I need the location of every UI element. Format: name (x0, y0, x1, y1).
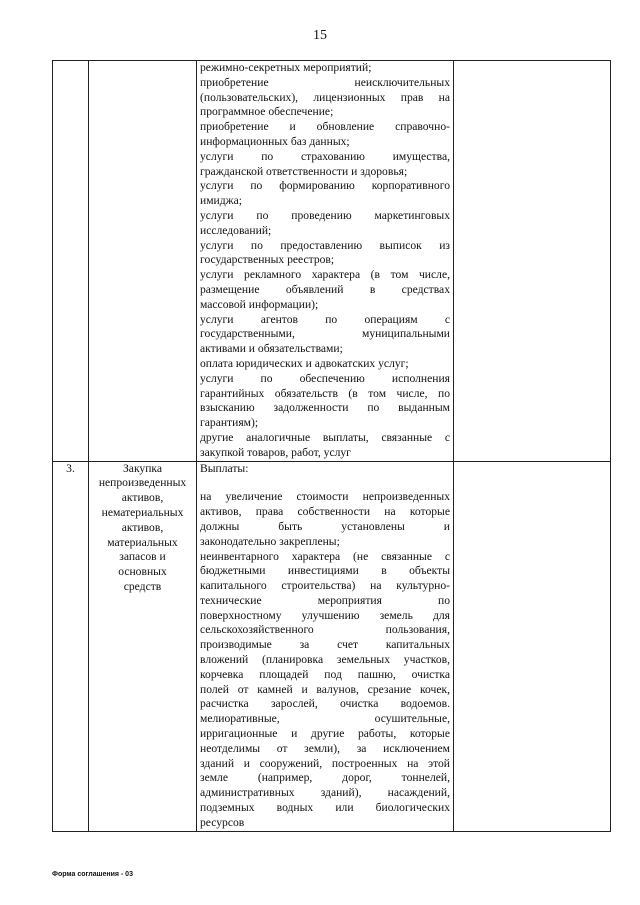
row-number-cell (53, 61, 89, 462)
description-line: законодательно закреплены; (200, 534, 340, 548)
blank-line (200, 476, 450, 490)
description-line: неинвентарного характера (не связанные с (200, 549, 450, 563)
category-cell (89, 61, 197, 462)
category-cell (89, 461, 197, 831)
description-line: приобретение неисключительных (200, 75, 450, 89)
description-line: ресурсов (200, 815, 245, 829)
description-line: корчевка площадей под пашню, очистка (200, 667, 450, 681)
description-line: услуги по проведению маркетинговых (200, 208, 450, 222)
description-line: производимые за счет капитальных (200, 638, 450, 652)
description-line: подземных водных или биологических (200, 801, 450, 815)
category-line: Закупка (122, 461, 163, 475)
description-line: на увеличение стоимости непроизведенных (200, 490, 450, 504)
description-line: приобретение и обновление справочно- (200, 120, 450, 134)
description-line: оплата юридических и адвокатских услуг; (200, 356, 409, 370)
description-line: полей от камней и валунов, срезание кочек, (200, 682, 450, 696)
description-line: государственных реестров; (200, 253, 335, 267)
description-line: услуги рекламного характера (в том числе, (200, 268, 450, 282)
category-line: запасов и (119, 550, 166, 564)
description-line: услуги по страхованию имущества, (200, 149, 450, 163)
description-line: размещение объявлений в средствах (200, 282, 450, 296)
description-line: массовой информации); (200, 297, 319, 311)
notes-cell (454, 461, 611, 831)
description-line: услуги по формированию корпоративного (200, 179, 450, 193)
description-line: вложений (планировка земельных участков, (200, 653, 450, 667)
page-number: 15 (313, 28, 327, 43)
category-line: основных (118, 565, 167, 579)
category-line: материальных (107, 535, 178, 549)
description-line: исследований; (200, 223, 272, 237)
description-line: зданий и сооружений, построенных на этой (200, 756, 450, 770)
category-line: активов, (121, 491, 164, 505)
description-line: должны быть установлены и (200, 519, 450, 533)
description-line: другие аналогичные выплаты, связанные с (200, 430, 450, 444)
footer-form-label: Форма соглашения - 03 (52, 871, 133, 878)
notes-cell (454, 61, 611, 462)
description-line: гражданской ответственности и здоровья; (200, 164, 408, 178)
category-line: средств (123, 579, 162, 593)
table-row (53, 461, 611, 831)
description-line: (пользовательских), лицензионных прав на (200, 90, 450, 104)
description-cell (197, 61, 454, 462)
description-line: технические мероприятия по (200, 593, 450, 607)
description-line: режимно-секретных мероприятий; (200, 61, 372, 74)
description-line: административных зданий), насаждений, (200, 786, 450, 800)
description-line: программное обеспечение; (200, 105, 334, 119)
description-line: услуги по обеспечению исполнения (200, 371, 450, 385)
row-number-cell: 3. (53, 461, 89, 831)
description-line: имиджа; (200, 194, 243, 208)
description-line: закупкой товаров, работ, услуг (200, 445, 351, 459)
description-line: государственными, муниципальными (200, 327, 450, 341)
description-line: взысканию задолженности по выданным (200, 401, 450, 415)
description-line: сельскохозяйственного пользования, (200, 623, 450, 637)
description-line: услуги агентов по операциям с (200, 312, 450, 326)
description-line: капитального строительства) на культурно- (200, 579, 450, 593)
category-line: непроизведенных (98, 476, 187, 490)
description-line: гарантийных обязательств (в том числе, по (200, 386, 450, 400)
description-line: расчистка зарослей, очистка водоемов. (200, 697, 450, 711)
description-line: ирригационные и другие работы, которые (200, 727, 450, 741)
description-line: Выплаты: (200, 461, 249, 475)
description-line: информационных баз данных; (200, 134, 350, 148)
category-line: активов, (121, 520, 164, 534)
document-table (52, 60, 611, 832)
description-line: активами и обязательствами; (200, 342, 343, 356)
description-line: гарантиям); (200, 416, 259, 430)
description-line: поверхностному улучшению земель для (200, 608, 450, 622)
description-line: земле (например, дорог, тоннелей, (200, 771, 450, 785)
description-line: бюджетными инвестициями в объекты (200, 564, 450, 578)
table-row (53, 61, 611, 462)
category-line: нематериальных (101, 505, 184, 519)
description-line: неотделимы от земли), за исключением (200, 741, 450, 755)
description-line: услуги по предоставлению выписок из (200, 238, 450, 252)
description-line: мелиоративные, осушительные, (200, 712, 450, 726)
description-line: активов, права собственности на которые (200, 505, 450, 519)
description-cell (197, 461, 454, 831)
